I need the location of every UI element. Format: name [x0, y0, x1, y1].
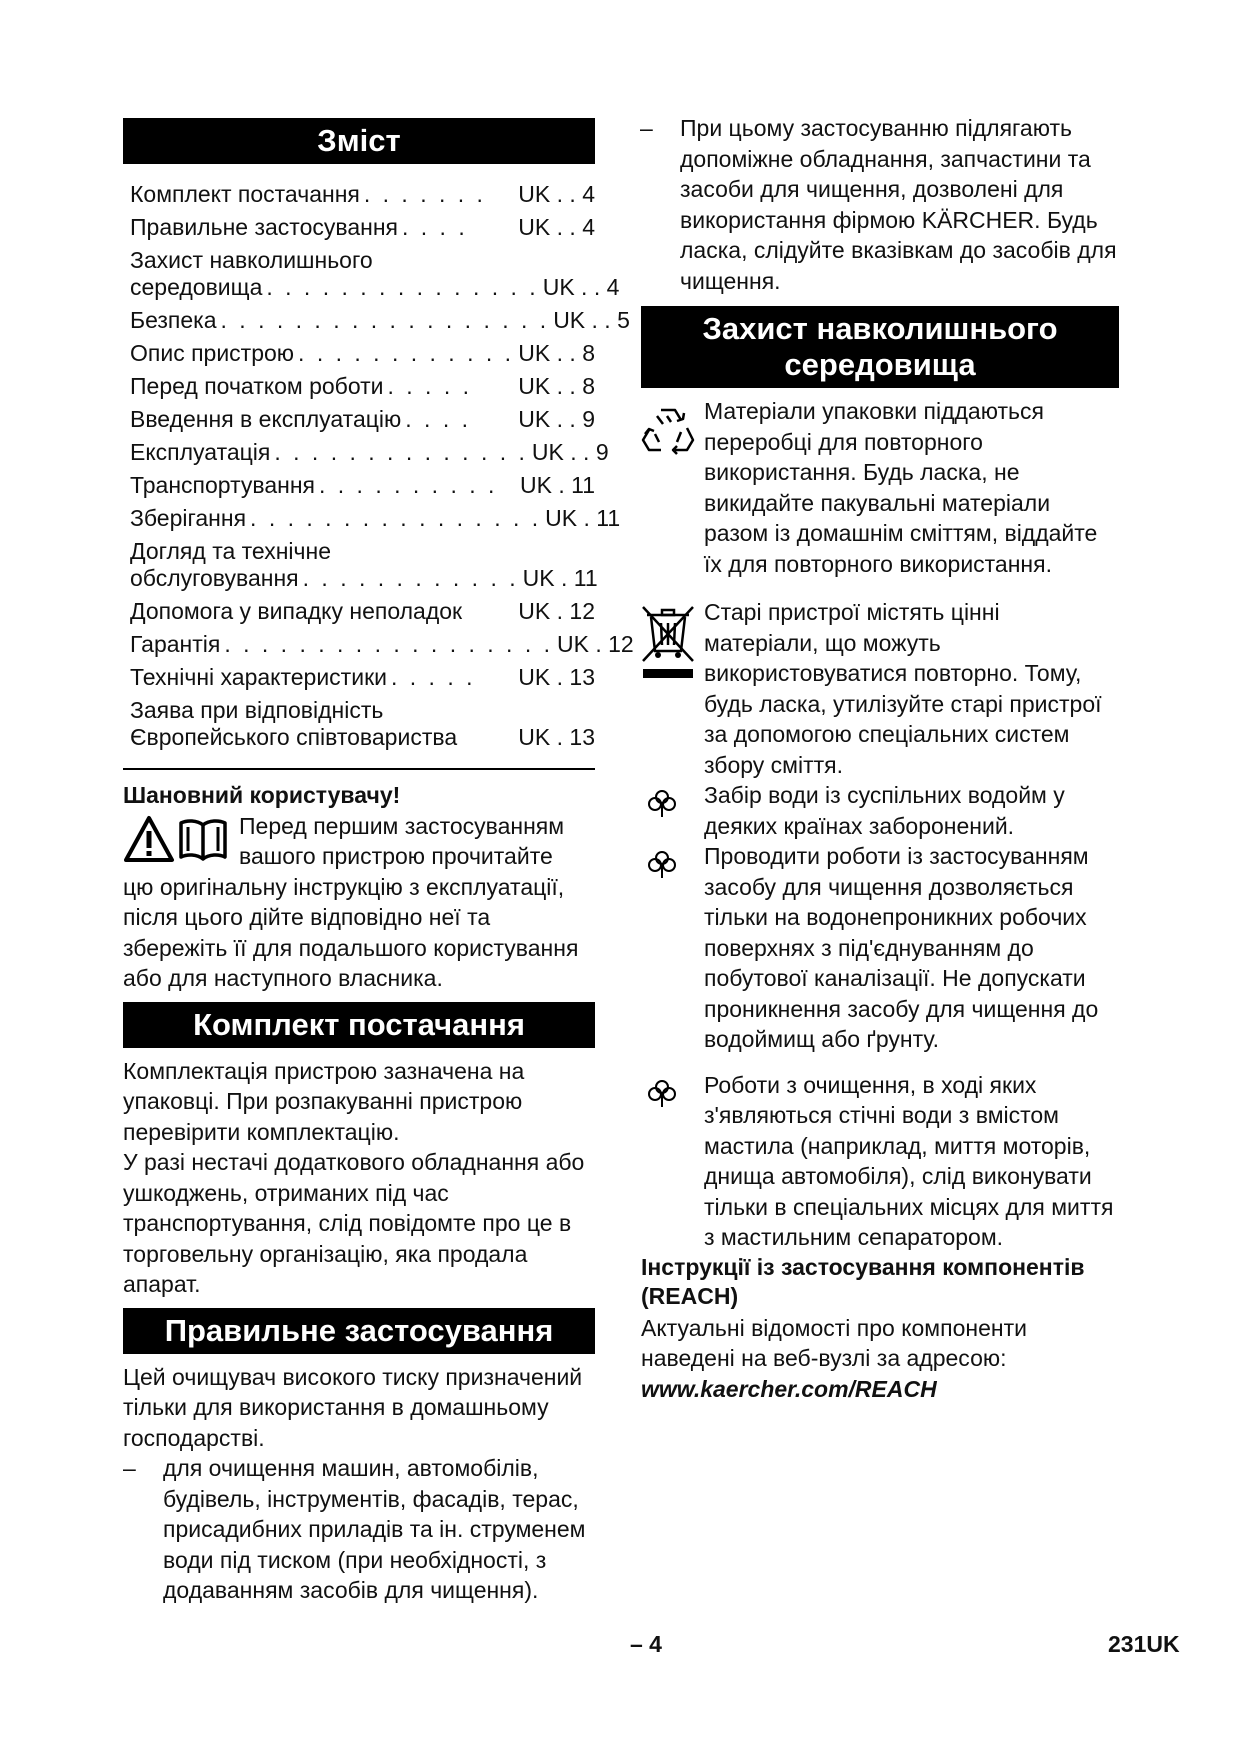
toc-entry[interactable]: Допомога у випадку неполадок UK . 12	[130, 598, 595, 624]
tree-icon	[641, 841, 704, 1055]
scope-title: Комплект постачання	[123, 1002, 595, 1048]
toc-entry[interactable]: Технічні характеристики . . . . . UK . 13	[130, 664, 595, 690]
toc-entry[interactable]: Безпека . . . . . . . . . . . . . . . . . . UK . . 5	[130, 307, 630, 333]
reach-heading: Інструкції із застосування компонентів (REACH)	[641, 1253, 1085, 1309]
toc-entry[interactable]: Зберігання . . . . . . . . . . . . . . . . UK . 11	[130, 505, 621, 531]
tree-icon	[641, 1070, 704, 1253]
warning-triangle-icon	[123, 815, 175, 872]
proper-use-title: Правильне застосування	[123, 1308, 595, 1354]
dash-bullet: –	[640, 115, 653, 141]
toc-entry[interactable]: Перед початком роботи . . . . . UK . . 8	[130, 373, 595, 399]
dear-user-notice: Перед першим застосуванням вашого пристрою прочитайте	[123, 811, 595, 872]
toc-entry[interactable]: Опис пристрою . . . . . . . . . . . . UK . . 8	[130, 340, 595, 366]
reach-text: Актуальні відомості про компоненти наведені на веб-вузлі за адресою:	[641, 1314, 1027, 1371]
toc-title: Зміст	[123, 118, 595, 164]
environment-title: Захист навколишнього середовища	[641, 306, 1119, 388]
toc-entry[interactable]: Експлуатація . . . . . . . . . . . . . . UK . . 9	[130, 439, 609, 465]
tree-icon	[641, 780, 704, 841]
toc-entry[interactable]: Захист навколишнього середовища . . . . . . . . . . . . . . . UK . . 4	[130, 247, 620, 300]
toc-entry[interactable]: Заява при відповідність Європейського співтовариства UK . 13	[130, 697, 595, 750]
reach-link[interactable]: www.kaercher.com/REACH	[641, 1375, 937, 1402]
toc-entry[interactable]: Транспортування . . . . . . . . . . UK . 11	[130, 472, 595, 498]
left-column	[123, 118, 634, 1606]
dear-user-text: цю оригінальну інструкцію з експлуатації, після цього дійте відповідно неї та збережіть її для подальшого користування або для наступного власника.	[123, 873, 579, 991]
toc-entry[interactable]: Правильне застосування . . . . UK . . 4	[130, 214, 595, 240]
water-notice-3: Роботи з очищення, в ході яких з'являються стічні води з вмістом мастила (наприклад, миття моторів, днища автомобіля), слід виконувати тільки в спеціальних місцях для миття з мастильним сепаратором.	[641, 1070, 1119, 1253]
scope-paragraph-1: Комплектація пристрою зазначена на упаковці. При розпакуванні пристрою перевірити комплектацію.	[123, 1057, 525, 1145]
toc-entry[interactable]: Комплект постачання . . . . . . . UK . . 4	[130, 181, 595, 207]
page-code: 231UK	[1108, 1631, 1180, 1657]
crossed-bin-icon	[641, 597, 704, 780]
list-item: – При цьому застосуванню підлягають допоміжне обладнання, запчастини та засоби для чищення, дозволені для використання фірмою KÄRCHER. Будь ласка, слідуйте вказівкам до засобів для чищення.	[640, 113, 1119, 296]
dash-bullet: –	[123, 1455, 136, 1481]
bullet-continuation-clip	[641, 0, 1119, 113]
open-book-icon	[177, 815, 229, 872]
toc-entry[interactable]: Догляд та технічне обслуговування . . . . . . . . . . . . UK . 11	[130, 538, 598, 591]
water-notice-2: Проводити роботи із застосуванням засобу для чищення дозволяється тільки на водонепроникних робочих поверхнях з під'єднуванням до побутової каналізації. Не допускати проникнення засобу для чищення до водоймищ або ґрунту.	[641, 841, 1119, 1055]
toc-entry[interactable]: Гарантія . . . . . . . . . . . . . . . . . . UK . 12	[130, 631, 634, 657]
weee-notice: Старі пристрої містять цінні матеріали, що можуть використовуватися повторно. Тому, будь ласка, утилізуйте старі пристрої за допомогою спеціальних систем збору сміття.	[641, 597, 1119, 780]
divider	[123, 768, 595, 770]
page-number: – 4	[630, 1631, 662, 1657]
right-column	[641, 0, 1119, 1404]
dear-user-heading: Шановний користувачу!	[123, 782, 401, 808]
recycle-notice: Матеріали упаковки піддаються переробці для повторного використання. Будь ласка, не викидайте пакувальні матеріали разом із домашнім сміттям, віддайте їх для повторного використання.	[641, 396, 1119, 579]
toc-entry[interactable]: Введення в експлуатацію . . . . UK . . 9	[130, 406, 595, 432]
water-notice-1: Забір води із суспільних водойм у деяких країнах заборонений.	[641, 780, 1119, 841]
proper-use-intro: Цей очищувач високого тиску призначений тільки для використання в домашньому господарстві.	[123, 1363, 583, 1451]
table-of-contents	[123, 178, 634, 754]
scope-paragraph-2: У разі нестачі додаткового обладнання або ушкоджень, отриманих під час транспортування, слід повідомте про це в торговельну організацію, яка продала апарат.	[123, 1149, 585, 1297]
list-item: – для очищення машин, автомобілів, будівель, інструментів, фасадів, терас, присадибних приладів та ін. струменем води під тиском (при необхідності, з додаванням засобів для чищення).	[123, 1453, 595, 1606]
recycle-icon	[641, 396, 704, 579]
